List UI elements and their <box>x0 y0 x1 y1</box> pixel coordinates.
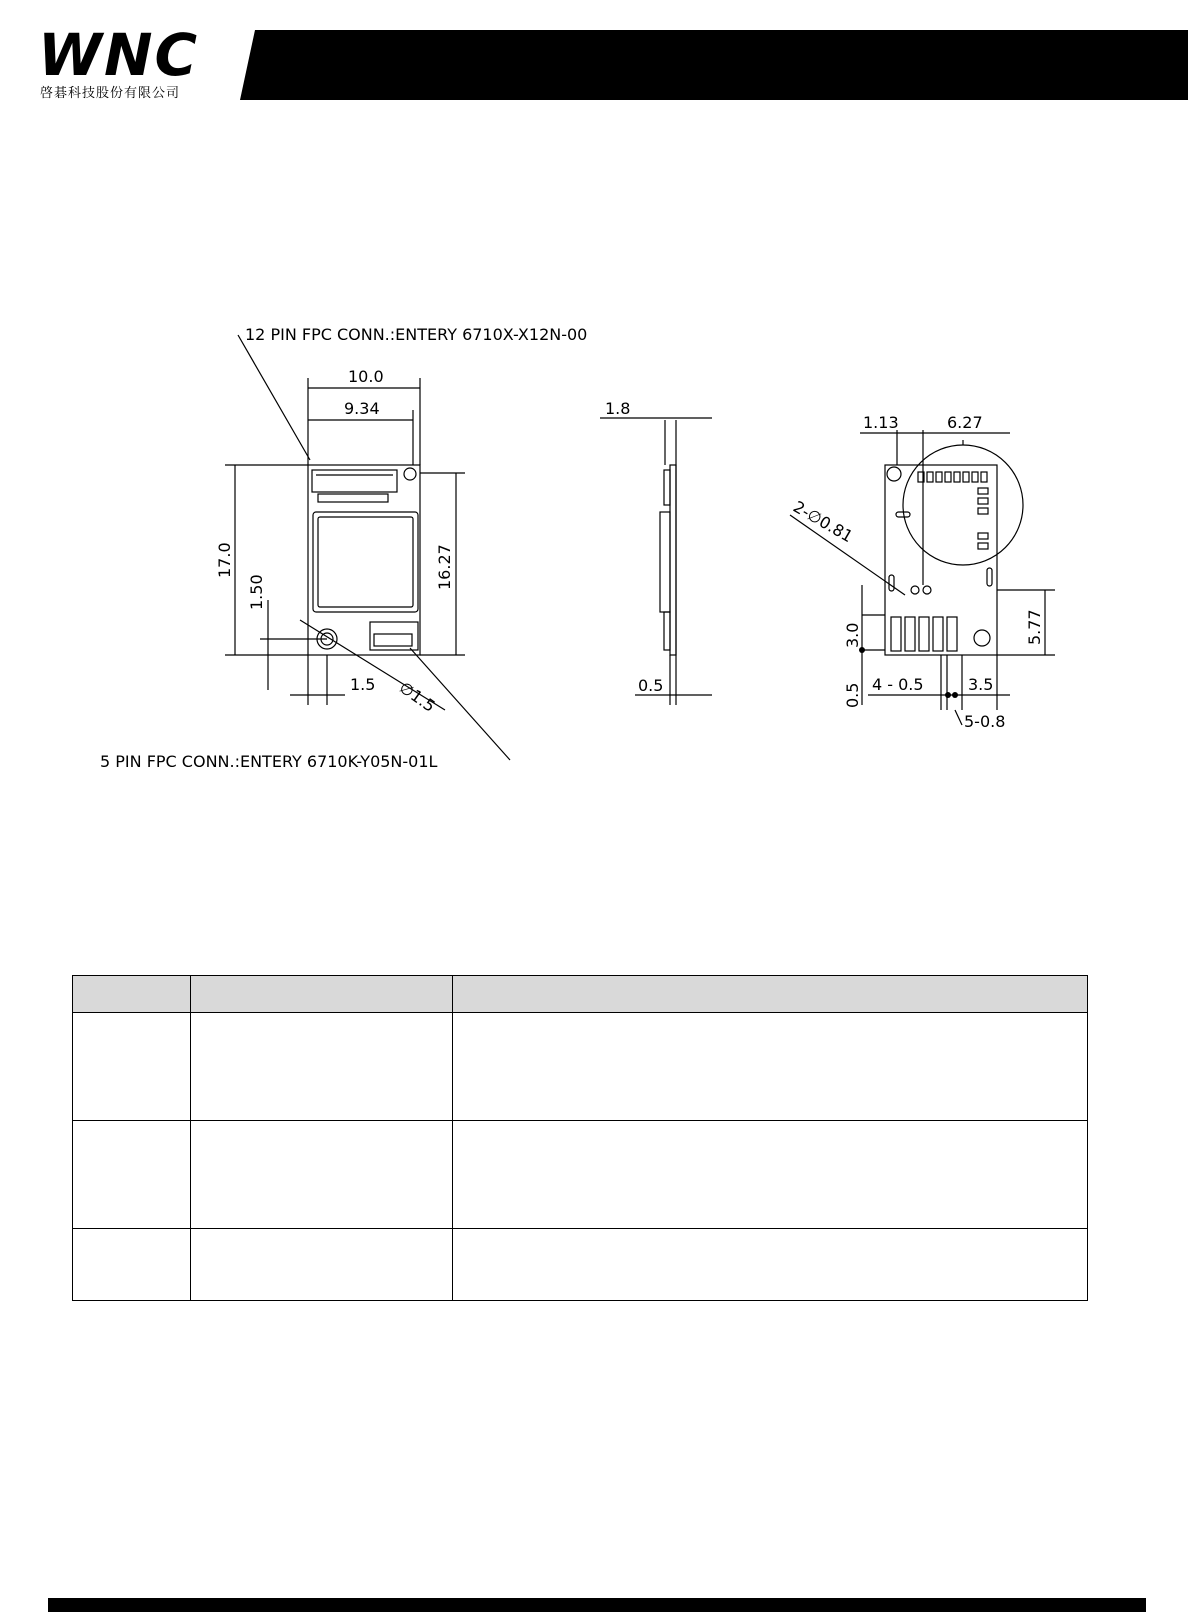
dim-pcb-thickness: 0.5 <box>638 676 664 695</box>
dim-thickness: 1.8 <box>605 399 631 418</box>
dim-pad-offset: 5.77 <box>1025 609 1044 645</box>
top-connector <box>312 470 397 492</box>
detail-circle <box>903 445 1023 565</box>
table-cell <box>191 1121 453 1229</box>
table-cell <box>453 1121 1088 1229</box>
table-header-cell <box>191 976 453 1013</box>
dim-hole-dia: ∅1.5 <box>395 677 439 716</box>
mechanical-drawing <box>0 300 1188 770</box>
note-12pin: 12 PIN FPC CONN.:ENTERY 6710X-X12N-00 <box>245 325 588 344</box>
dim-width-inner: 9.34 <box>344 399 380 418</box>
table-header-cell <box>453 976 1088 1013</box>
dim-height-total: 17.0 <box>215 542 234 578</box>
table-cell <box>73 1121 191 1229</box>
table-cell <box>191 1229 453 1301</box>
company-name: 啓碁科技股份有限公司 <box>40 86 181 101</box>
spec-table <box>72 975 1088 1301</box>
table-cell <box>191 1013 453 1121</box>
dim-height-right: 16.27 <box>435 544 454 590</box>
dim-pad-edge: 3.5 <box>968 675 994 694</box>
dim-hole-offset-y: 1.50 <box>247 574 266 610</box>
footer-bar <box>48 1598 1146 1612</box>
dim-113: 1.13 <box>863 413 899 432</box>
shield-can <box>313 512 418 612</box>
table-row <box>73 1121 1088 1229</box>
company-logo: WNC <box>38 21 200 89</box>
table-cell <box>453 1013 1088 1121</box>
dim-pad-width: 5-0.8 <box>964 712 1006 731</box>
dim-627: 6.27 <box>947 413 983 432</box>
table-header-cell <box>73 976 191 1013</box>
dim-pad-bottom: 0.5 <box>843 682 862 708</box>
table-row <box>73 1013 1088 1121</box>
page-header <box>0 0 1188 110</box>
side-pcb <box>670 465 676 655</box>
dim-width-total: 10.0 <box>348 367 384 386</box>
table-row <box>73 1229 1088 1301</box>
table-cell <box>73 1013 191 1121</box>
dim-pad-pitch: 4 - 0.5 <box>872 675 924 694</box>
note-5pin: 5 PIN FPC CONN.:ENTERY 6710K-Y05N-01L <box>100 752 438 770</box>
table-cell <box>453 1229 1088 1301</box>
dim-holes: 2-∅0.81 <box>790 497 857 547</box>
dim-hole-offset-x: 1.5 <box>350 675 376 694</box>
table-cell <box>73 1229 191 1301</box>
table-header-row <box>73 976 1088 1013</box>
dim-pad-height: 3.0 <box>843 622 862 648</box>
